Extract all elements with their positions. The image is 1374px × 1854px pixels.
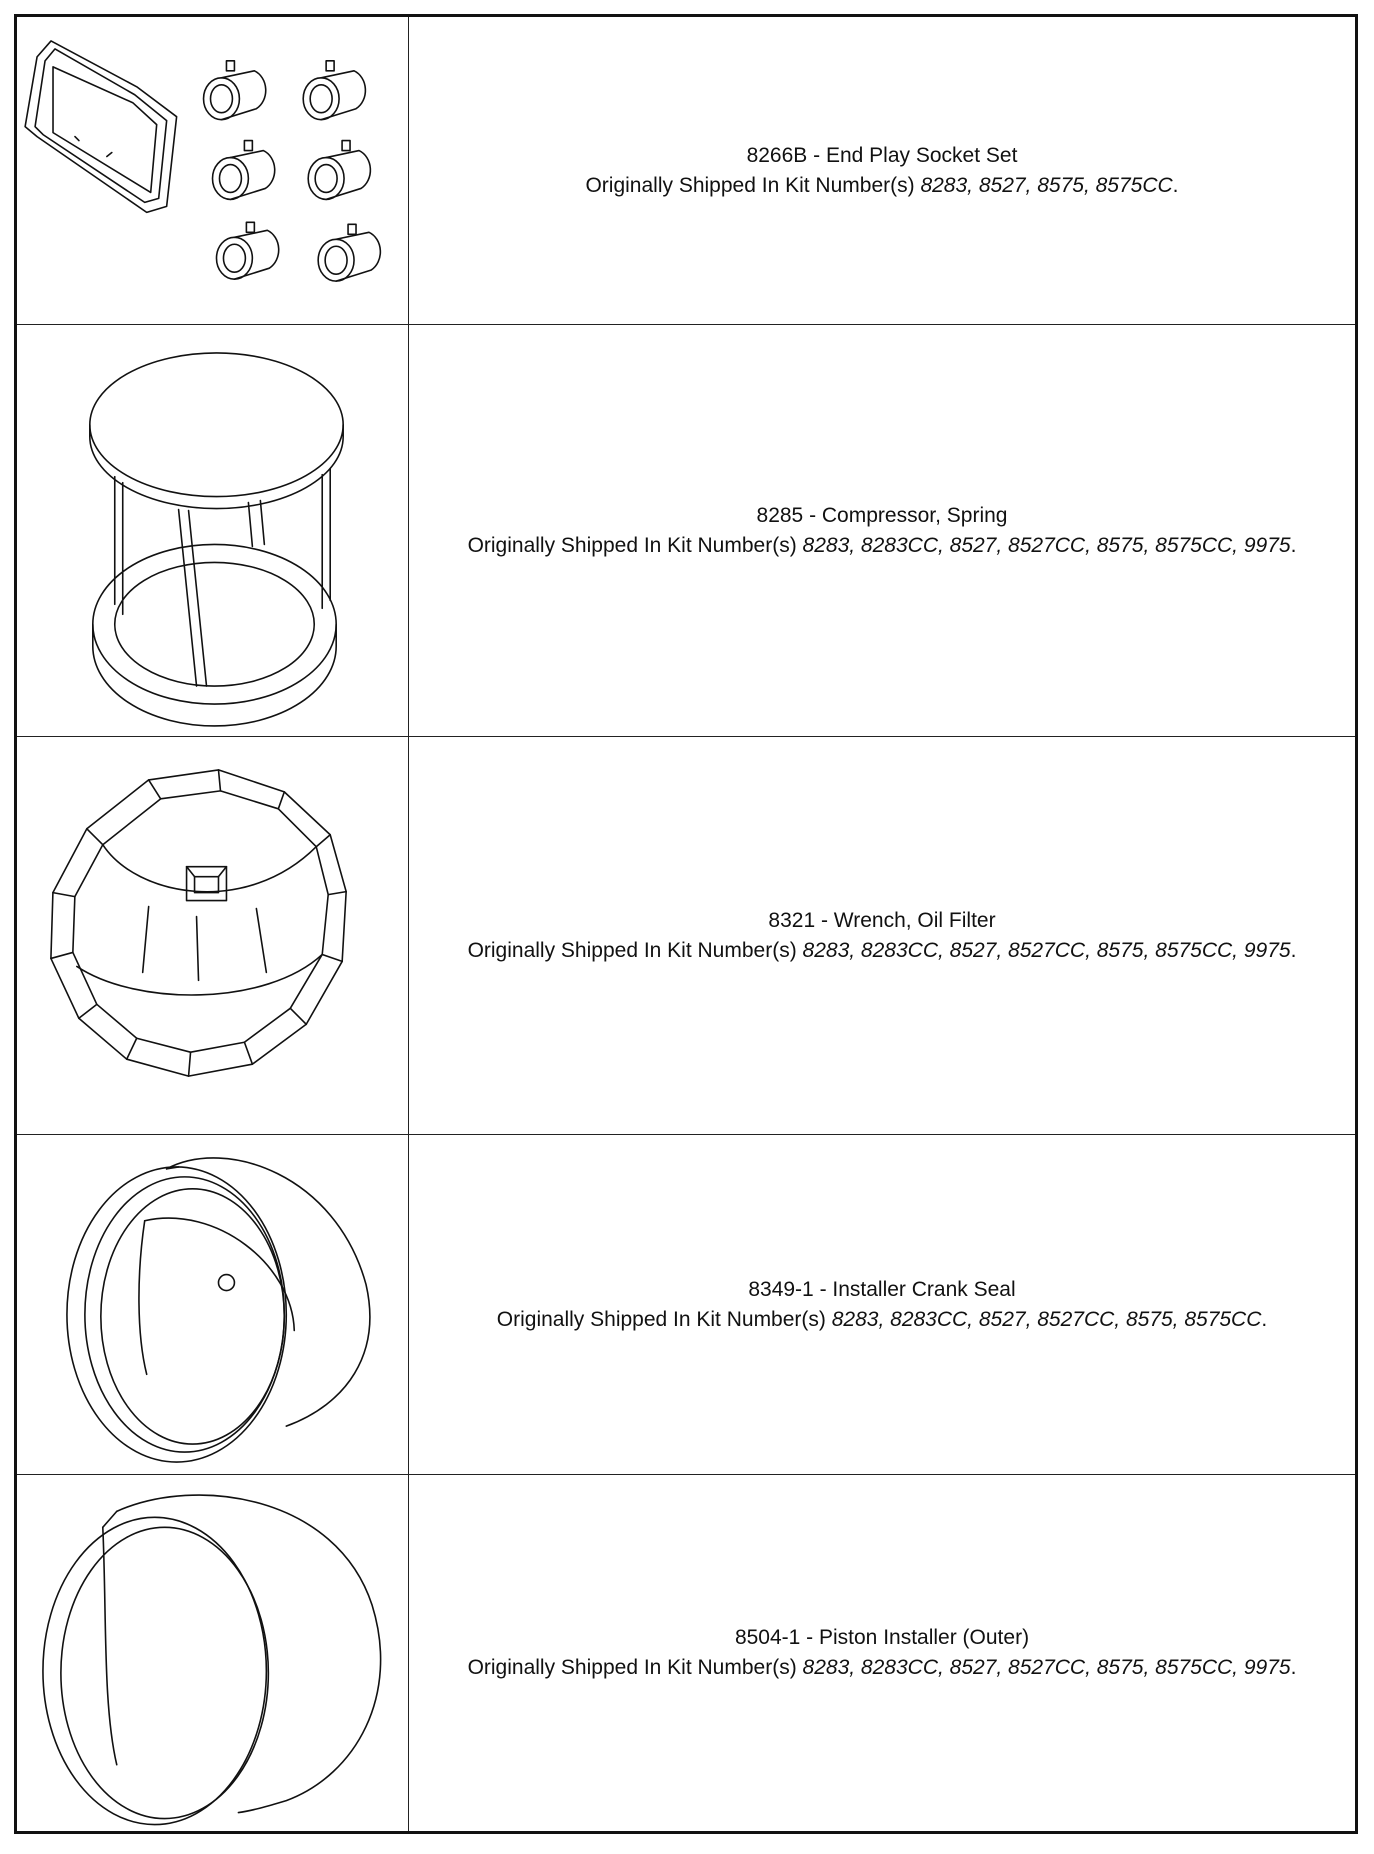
tool-title: 8266B - End Play Socket Set bbox=[746, 143, 1018, 167]
tool-image-cell bbox=[17, 17, 409, 324]
tool-title: 8285 - Compressor, Spring bbox=[756, 503, 1008, 527]
spring-compressor-icon bbox=[17, 325, 408, 736]
tool-description bbox=[409, 1135, 1355, 1474]
kit-list: Originally Shipped In Kit Number(s) 8283, 8283CC, 8527, 8527CC, 8575, 8575CC. bbox=[496, 1307, 1268, 1331]
crank-seal-installer-icon bbox=[17, 1135, 408, 1474]
oil-filter-wrench-icon bbox=[17, 737, 408, 1134]
tool-description bbox=[409, 325, 1355, 736]
tool-image-cell bbox=[17, 325, 409, 736]
kit-list: Originally Shipped In Kit Number(s) 8283, 8283CC, 8527, 8527CC, 8575, 8575CC, 9975. bbox=[467, 1656, 1297, 1679]
tool-description bbox=[409, 17, 1355, 324]
tool-description bbox=[409, 737, 1355, 1134]
kit-list: Originally Shipped In Kit Number(s) 8283, 8283CC, 8527, 8527CC, 8575, 8575CC, 9975. bbox=[467, 938, 1297, 962]
table-row bbox=[17, 325, 1355, 737]
tool-image-cell bbox=[17, 1135, 409, 1474]
kit-list: Originally Shipped In Kit Number(s) 8283, 8527, 8575, 8575CC. bbox=[585, 173, 1179, 197]
piston-installer-icon bbox=[17, 1475, 408, 1831]
end-play-socket-set-icon bbox=[17, 17, 408, 324]
tool-description bbox=[409, 1475, 1355, 1831]
tool-image-cell bbox=[17, 737, 409, 1134]
table-row bbox=[17, 17, 1355, 325]
tool-title: 8504-1 - Piston Installer (Outer) bbox=[734, 1626, 1030, 1649]
tool-title: 8349-1 - Installer Crank Seal bbox=[748, 1277, 1016, 1301]
table-row bbox=[17, 1475, 1355, 1831]
table-row bbox=[17, 737, 1355, 1135]
table-row bbox=[17, 1135, 1355, 1475]
kit-list: Originally Shipped In Kit Number(s) 8283, 8283CC, 8527, 8527CC, 8575, 8575CC, 9975. bbox=[467, 533, 1297, 557]
tool-image-cell bbox=[17, 1475, 409, 1831]
tool-title: 8321 - Wrench, Oil Filter bbox=[768, 908, 996, 932]
tool-catalog-table bbox=[14, 14, 1358, 1834]
